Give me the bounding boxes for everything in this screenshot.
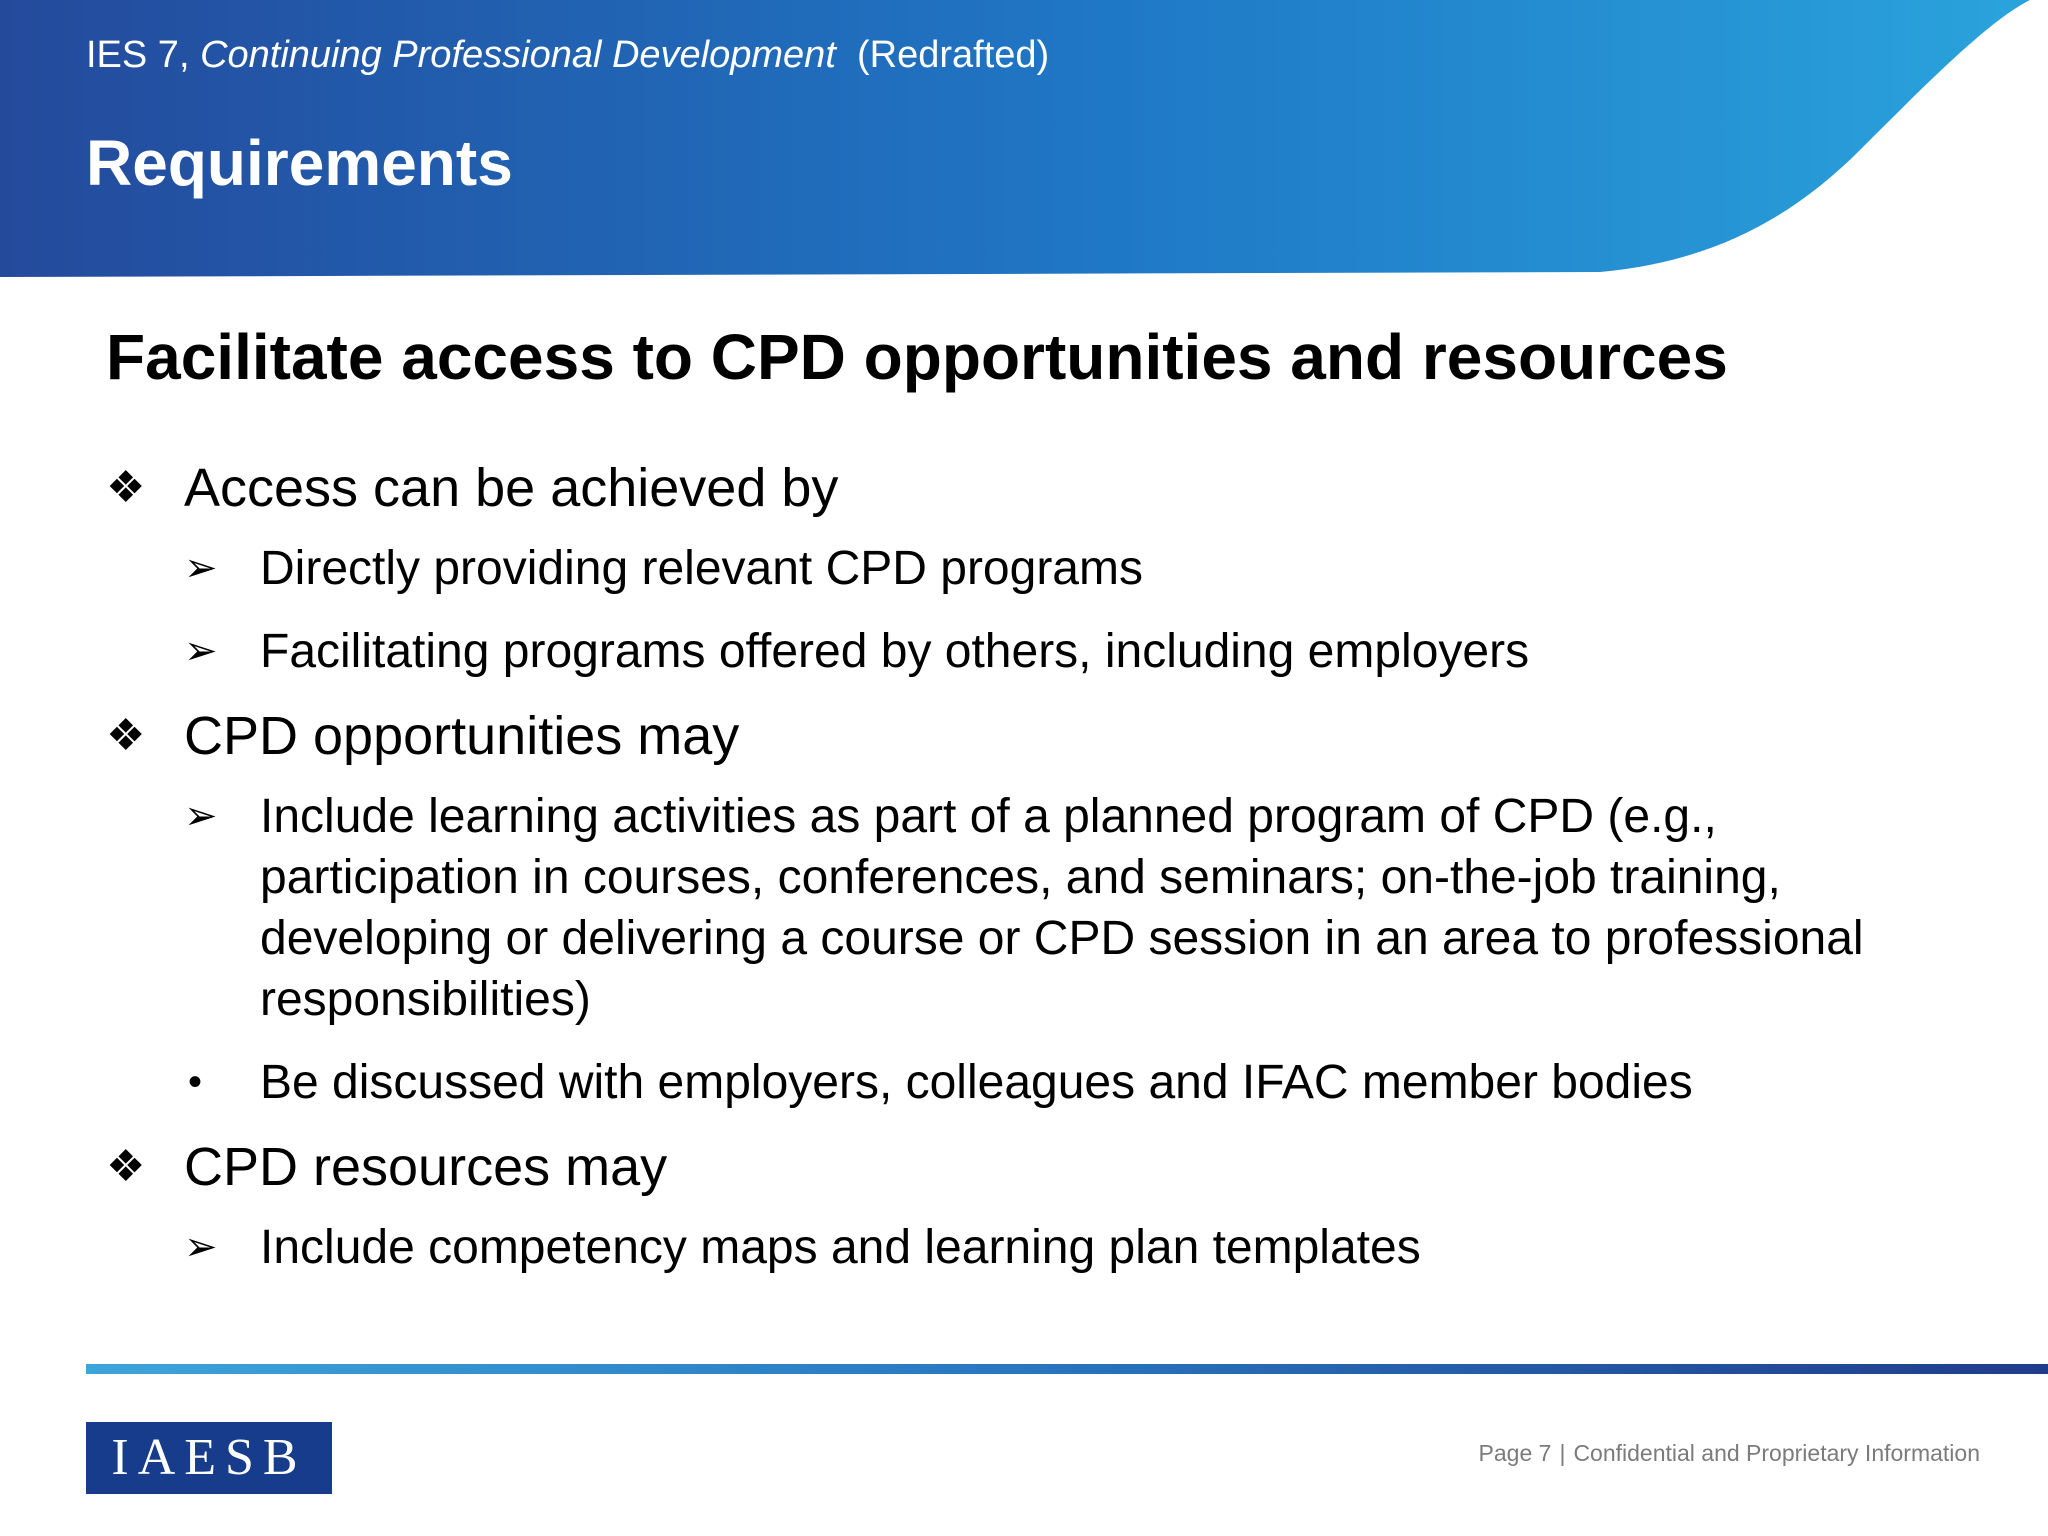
iaesb-logo: IAESB	[86, 1422, 332, 1494]
document-reference	[86, 34, 1049, 77]
sub-list-item	[184, 786, 1960, 1030]
section-title: Requirements	[86, 127, 513, 199]
list-item	[106, 1135, 1946, 1199]
footer-separator: |	[1559, 1440, 1566, 1466]
arrowhead-bullet-icon: ➢	[184, 794, 218, 838]
sub-list-item	[184, 621, 1960, 682]
header-banner	[0, 0, 2048, 277]
doc-ref-suffix: (Redrafted)	[857, 34, 1050, 76]
diamond-bullet-icon: ❖	[106, 463, 146, 512]
list-item	[106, 704, 1946, 768]
doc-ref-prefix: IES 7,	[86, 34, 201, 76]
list-item-text: Access can be achieved by	[184, 458, 839, 518]
sub-list-item-text: Be discussed with employers, colleagues and IFAC member bodies	[260, 1056, 1693, 1109]
footer-info	[1479, 1440, 1980, 1467]
list-item-text: CPD resources may	[184, 1137, 668, 1197]
sub-list-item-text: Directly providing relevant CPD programs	[260, 542, 1143, 595]
bullet-list	[106, 456, 1946, 1300]
dot-bullet-icon: •	[188, 1060, 203, 1104]
sub-list-item-text: Include competency maps and learning plan templates	[260, 1221, 1421, 1274]
sub-list-item-text: Include learning activities as part of a planned program of CPD (e.g., participation in courses, conferences, and seminars; on-the-job training, developing or delivering a course or CPD session in an area to professional responsibilities)	[260, 790, 1864, 1026]
footer-divider	[86, 1364, 2048, 1374]
arrowhead-bullet-icon: ➢	[184, 1225, 218, 1269]
page-number: Page 7	[1478, 1440, 1552, 1466]
sub-list-item	[184, 1217, 1960, 1278]
list-item	[106, 456, 1946, 520]
arrowhead-bullet-icon: ➢	[184, 629, 218, 673]
sub-list-item	[184, 1052, 1960, 1113]
arrowhead-bullet-icon: ➢	[184, 546, 218, 590]
list-item-text: CPD opportunities may	[184, 706, 740, 766]
confidentiality-notice: Confidential and Proprietary Information	[1573, 1440, 1980, 1466]
doc-ref-title: Continuing Professional Development	[200, 34, 836, 76]
slide-heading: Facilitate access to CPD opportunities and resources	[106, 321, 1728, 393]
diamond-bullet-icon: ❖	[106, 1142, 146, 1191]
sub-list-item-text: Facilitating programs offered by others, including employers	[260, 625, 1530, 678]
diamond-bullet-icon: ❖	[106, 711, 146, 760]
sub-list-item	[184, 538, 1960, 599]
